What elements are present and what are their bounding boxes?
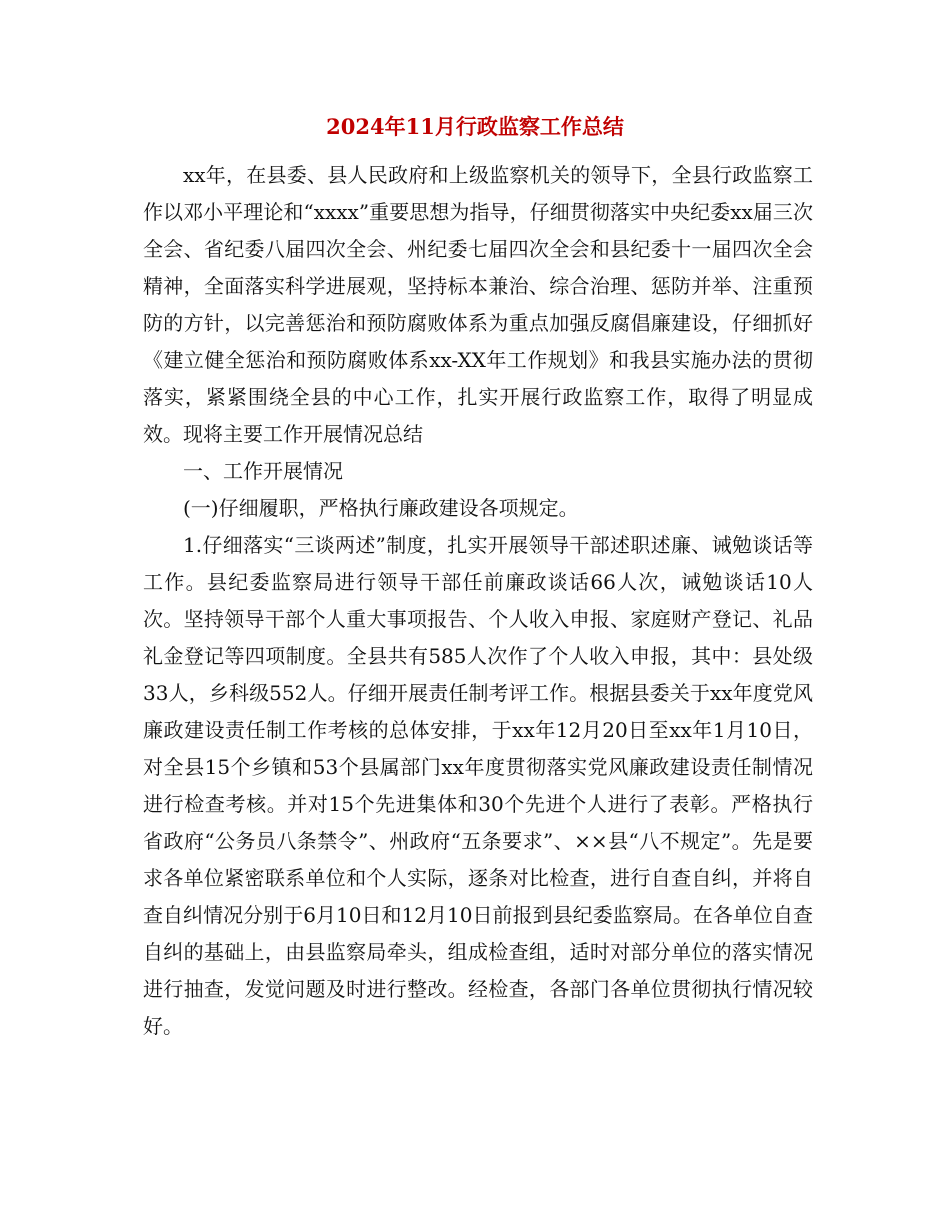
section-heading: 一、工作开展情况 [183, 459, 343, 483]
paragraph-item-1: 1.仔细落实“三谈两述”制度，扎实开展领导干部述职述廉、诫勉谈话等工作。县纪委监察局进行领导干部任前廉政谈话66人次，诫勉谈话10人次。坚持领导干部个人重大事项报告、个人收入申报、家庭财产登记、礼品礼金登记等四项制度。全县共有585人次作了个人收入申报，其中：县处级33人，乡科级552人。仔细开展责任制考评工作。根据县委关于xx年度党风廉政建设责任制工作考核的总体安排，于xx年12月20日至xx年1月10日，对全县15个乡镇和53个县属部门xx年度贯彻落实党风廉政建设责任制情况进行检查考核。并对15个先进集体和30个先进个人进行了表彰。严格执行省政府“公务员八条禁令”、州政府“五条要求”、××县“八不规定”。先是要求各单位紧密联系单位和个人实际，逐条对比检查，进行自查自纠，并将自查自纠情况分别于6月10日和12月10日前报到县纪委监察局。在各单位自查自纠的基础上，由县监察局牵头，组成检查组，适时对部分单位的落实情况进行抽查，发觉问题及时进行整改。经检查，各部门各单位贯彻执行情况较好。 [143, 533, 813, 1038]
document-title: 2024年11月行政监察工作总结 [326, 114, 624, 139]
paragraph-intro: xx年，在县委、县人民政府和上级监察机关的领导下，全县行政监察工作以邓小平理论和“xxxx”重要思想为指导，仔细贯彻落实中央纪委xx届三次全会、省纪委八届四次全会、州纪委七届四次全会和县纪委十一届四次全会精神，全面落实科学进展观，坚持标本兼治、综合治理、惩防并举、注重预防的方针，以完善惩治和预防腐败体系为重点加强反腐倡廉建设，仔细抓好《建立健全惩治和预防腐败体系xx-XX年工作规划》和我县实施办法的贯彻落实，紧紧围绕全县的中心工作，扎实开展行政监察工作，取得了明显成效。现将主要工作开展情况总结 [143, 163, 813, 446]
subsection-heading: (一)仔细履职，严格执行廉政建设各项规定。 [183, 496, 579, 520]
document-body [143, 157, 813, 1045]
